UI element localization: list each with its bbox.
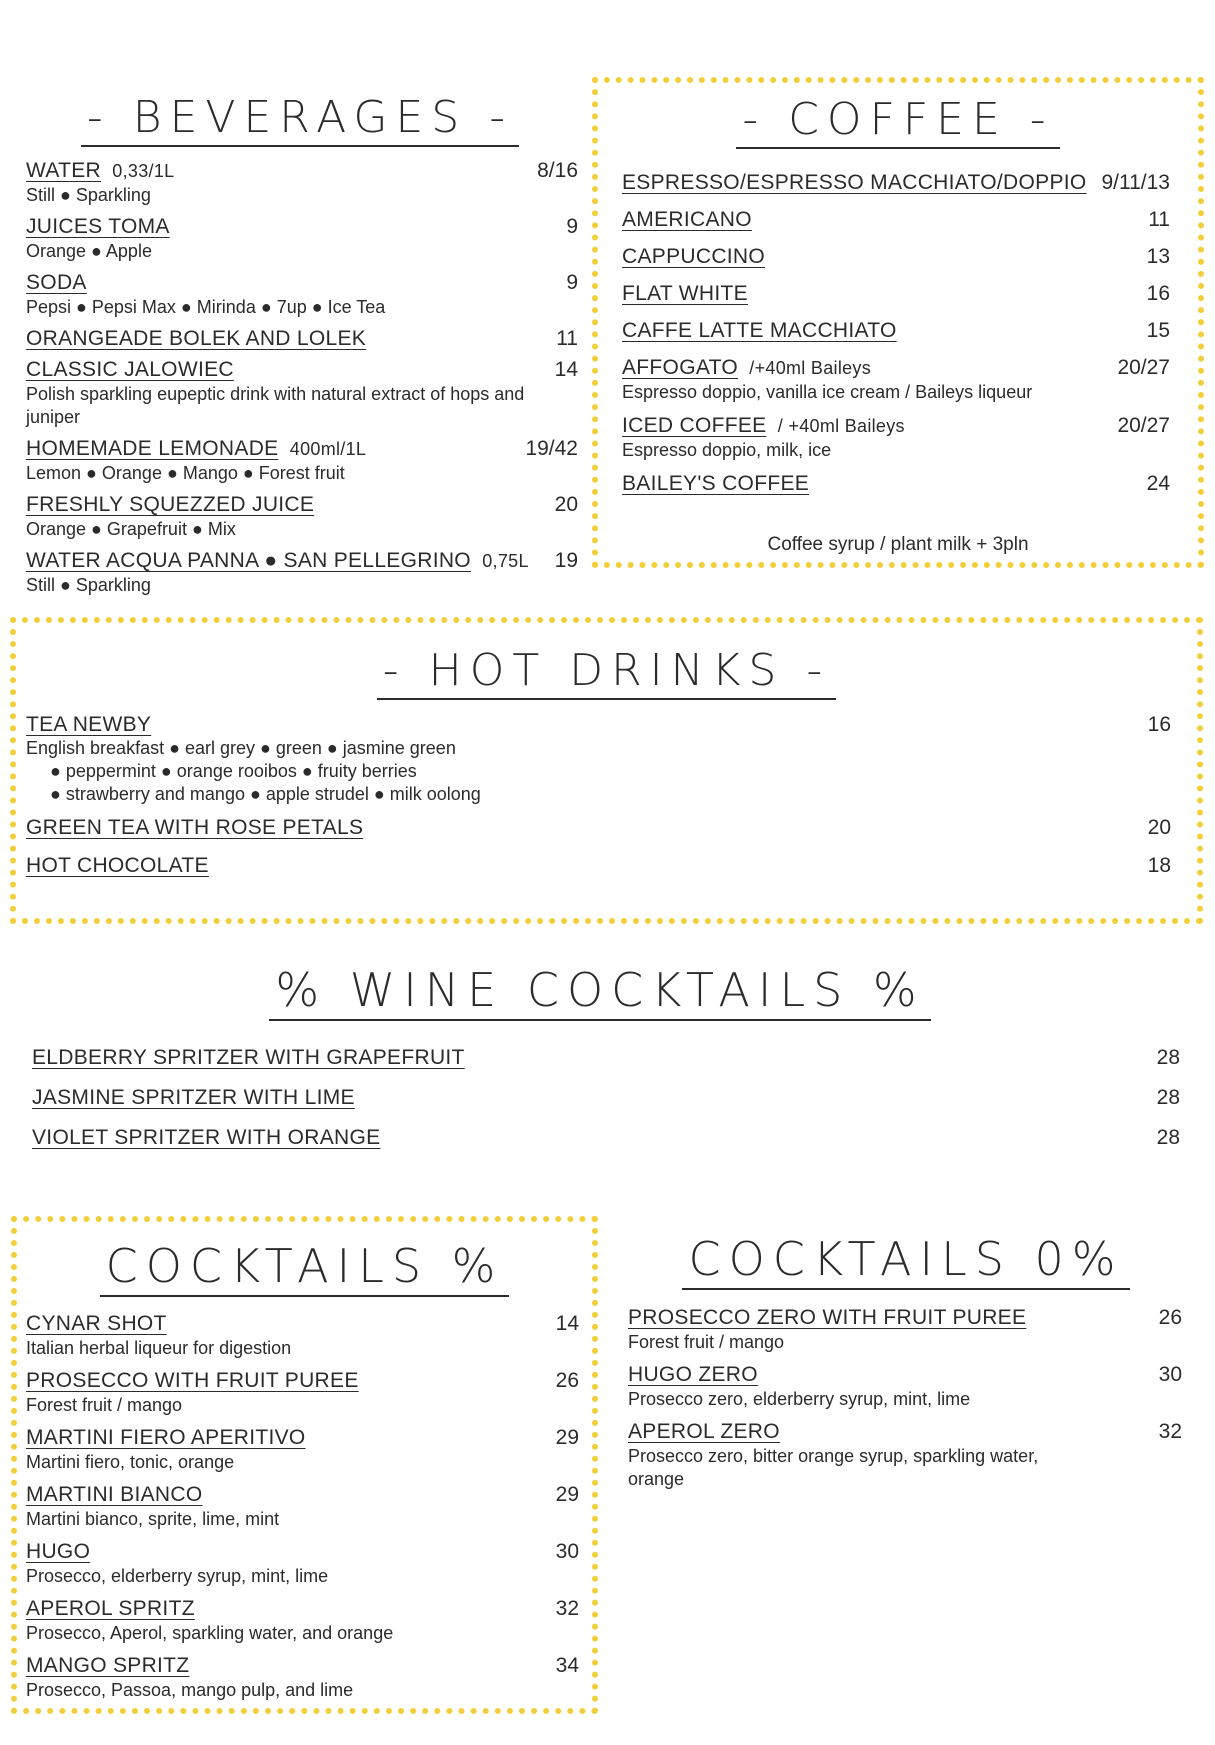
item-extra: 0,33/1L: [107, 161, 175, 181]
item-extra: 0,75L: [476, 551, 529, 571]
hot-drinks-title: - HOT DRINKS -: [16, 645, 1197, 700]
menu-item-row: [26, 215, 578, 239]
item-price: 34: [555, 1654, 579, 1677]
menu-item-name: [622, 414, 905, 438]
item-price: 9: [566, 271, 578, 294]
menu-item: [628, 1306, 1182, 1354]
item-name: WATER ACQUA PANNA ● SAN PELLEGRINO: [26, 549, 471, 572]
menu-item: [622, 171, 1170, 195]
menu-item-name: [26, 358, 234, 382]
item-name: ICED COFFEE: [622, 414, 767, 437]
item-name: APEROL ZERO: [628, 1420, 780, 1443]
item-description: Prosecco, Passoa, mango pulp, and lime: [26, 1680, 354, 1700]
cocktails-zero-list: [628, 1306, 1182, 1491]
item-price: 16: [1146, 282, 1170, 305]
item-name: ORANGEADE BOLEK AND LOLEK: [26, 327, 367, 350]
menu-item-row: [622, 414, 1170, 438]
menu-item-name: [26, 1540, 90, 1564]
item-name: FLAT WHITE: [622, 282, 748, 305]
item-name: JASMINE SPRITZER WITH LIME: [32, 1086, 355, 1109]
menu-item-name: [622, 282, 748, 306]
item-price: 30: [555, 1540, 579, 1563]
menu-item-row: [26, 271, 578, 295]
item-description: Italian herbal liqueur for digestion: [26, 1338, 292, 1358]
item-description: Prosecco zero, elderberry syrup, mint, lime: [628, 1389, 971, 1409]
coffee-title: - COFFEE -: [598, 94, 1198, 149]
menu-item-row: [26, 1654, 579, 1678]
menu-item: [622, 319, 1170, 343]
menu-item-row: [26, 493, 578, 517]
hot-drinks-section: [26, 713, 1171, 892]
menu-item: [628, 1363, 1182, 1411]
menu-item-name: [32, 1086, 355, 1110]
menu-item-row: [26, 854, 1171, 878]
item-name: GREEN TEA WITH ROSE PETALS: [26, 816, 364, 839]
menu-item-name: [622, 319, 897, 343]
menu-item: [622, 208, 1170, 232]
menu-item-row: [32, 1086, 1180, 1110]
item-price: 20/27: [1117, 356, 1170, 379]
wine-cocktails-section: [32, 1046, 1180, 1166]
menu-item-row: [622, 356, 1170, 380]
menu-item: [622, 356, 1170, 404]
item-name: HUGO: [26, 1540, 91, 1563]
menu-item: [622, 472, 1170, 496]
coffee-section: [622, 171, 1170, 509]
menu-item-row: [26, 327, 578, 351]
menu-item-row: [26, 1483, 579, 1507]
menu-item-row: [622, 282, 1170, 306]
item-description: Forest fruit / mango: [628, 1332, 785, 1352]
menu-item-name: [32, 1046, 465, 1070]
item-price: 19: [554, 549, 578, 572]
menu-item-name: [26, 854, 209, 878]
item-price: 26: [555, 1369, 579, 1392]
cocktails-section: [26, 1312, 579, 1711]
coffee-note: Coffee syrup / plant milk + 3pln: [767, 534, 1029, 555]
item-price: 29: [555, 1426, 579, 1449]
item-price: 9: [566, 215, 578, 238]
menu-item-row: [628, 1420, 1182, 1444]
item-name: WATER: [26, 159, 101, 182]
menu-item-name: [26, 1654, 189, 1678]
hot-drinks-list: [26, 713, 1171, 878]
menu-item-name: [32, 1126, 380, 1150]
menu-item: [26, 816, 1171, 840]
item-price: 20: [554, 493, 578, 516]
menu-item-row: [26, 549, 578, 573]
item-name: CAPPUCCINO: [622, 245, 766, 268]
menu-item-name: [622, 208, 752, 232]
item-extra: / +40ml Baileys: [772, 416, 905, 436]
menu-item: [622, 245, 1170, 269]
item-price: 18: [1147, 854, 1171, 877]
menu-item-name: [26, 1483, 203, 1507]
item-description: Espresso doppio, milk, ice: [622, 440, 832, 460]
menu-item-row: [622, 245, 1170, 269]
item-name: HOMEMADE LEMONADE: [26, 437, 279, 460]
item-price: 8/16: [537, 159, 578, 182]
menu-item-name: [26, 327, 366, 351]
menu-item: [628, 1420, 1182, 1491]
menu-item-name: [26, 549, 529, 573]
item-price: 32: [555, 1597, 579, 1620]
item-name: JUICES TOMA: [26, 215, 170, 238]
menu-item-row: [622, 472, 1170, 496]
item-name: CAFFE LATTE MACCHIATO: [622, 319, 897, 342]
item-description: Still ● Sparkling: [26, 575, 151, 595]
item-name: FRESHLY SQUEZZED JUICE: [26, 493, 315, 516]
item-price: 20: [1147, 816, 1171, 839]
item-name: HUGO ZERO: [628, 1363, 758, 1386]
item-description: Prosecco, elderberry syrup, mint, lime: [26, 1566, 329, 1586]
menu-item-name: [622, 171, 1087, 195]
cocktails-title: COCKTAILS %: [17, 1239, 592, 1297]
menu-item: [26, 1654, 579, 1702]
item-price: 14: [554, 358, 578, 381]
item-price: 15: [1146, 319, 1170, 342]
menu-item: [26, 1312, 579, 1360]
menu-item-name: [628, 1363, 758, 1387]
menu-item: [622, 414, 1170, 462]
menu-item-name: [26, 159, 174, 183]
menu-item: [26, 358, 578, 429]
item-description: Still ● Sparkling: [26, 185, 151, 205]
item-description: Polish sparkling eupeptic drink with natural extract of hops and juniper: [26, 384, 525, 427]
item-price: 28: [1156, 1126, 1180, 1149]
menu-item: [26, 437, 578, 485]
cocktails-list: [26, 1312, 579, 1702]
menu-item-name: [628, 1420, 780, 1444]
beverages-title: - BEVERAGES -: [20, 92, 580, 147]
menu-item: [26, 327, 578, 351]
item-price: 28: [1156, 1046, 1180, 1069]
menu-item: [26, 271, 578, 319]
menu-item-row: [26, 1369, 579, 1393]
menu-item: [26, 493, 578, 541]
menu-item-row: [26, 358, 578, 382]
menu-item-name: [26, 816, 363, 840]
item-description: Martini bianco, sprite, lime, mint: [26, 1509, 280, 1529]
item-description-line: English breakfast ● earl grey ● green ● jasmine green: [26, 738, 456, 758]
wine-cocktails-list: [32, 1046, 1180, 1150]
item-price: 11: [1148, 208, 1170, 231]
menu-item-name: [26, 1597, 195, 1621]
beverages-section: [26, 159, 578, 605]
menu-item-name: [26, 493, 314, 517]
item-name: PROSECCO WITH FRUIT PUREE: [26, 1369, 359, 1392]
menu-item: [32, 1126, 1180, 1150]
menu-item-name: [26, 713, 151, 737]
item-price: 32: [1158, 1420, 1182, 1443]
menu-item-name: [26, 437, 366, 461]
item-name: APEROL SPRITZ: [26, 1597, 195, 1620]
item-name: CYNAR SHOT: [26, 1312, 167, 1335]
item-description: Orange ● Apple: [26, 241, 152, 261]
menu-item-row: [32, 1126, 1180, 1150]
item-price: 28: [1156, 1086, 1180, 1109]
item-description: Lemon ● Orange ● Mango ● Forest fruit: [26, 463, 345, 483]
item-description: Espresso doppio, vanilla ice cream / Baileys liqueur: [622, 382, 1033, 402]
menu-item-name: [26, 1369, 359, 1393]
item-description: Orange ● Grapefruit ● Mix: [26, 519, 236, 539]
item-description-line: ● strawberry and mango ● apple strudel ● milk oolong: [50, 784, 481, 804]
item-price: 16: [1147, 713, 1171, 736]
menu-item: [622, 282, 1170, 306]
item-name: CLASSIC JALOWIEC: [26, 358, 234, 381]
item-price: 30: [1158, 1363, 1182, 1386]
menu-item: [26, 854, 1171, 878]
menu-item-name: [26, 1426, 306, 1450]
menu-item: [26, 1369, 579, 1417]
menu-item-row: [622, 208, 1170, 232]
wine-cocktails-title: % WINE COCKTAILS %: [0, 963, 1200, 1021]
menu-item: [32, 1086, 1180, 1110]
menu-item-row: [26, 1540, 579, 1564]
item-name: VIOLET SPRITZER WITH ORANGE: [32, 1126, 381, 1149]
menu-item-name: [26, 1312, 167, 1336]
menu-item-row: [628, 1363, 1182, 1387]
beverages-list: [26, 159, 578, 597]
menu-item-row: [622, 319, 1170, 343]
menu-item-name: [26, 215, 170, 239]
item-name: AMERICANO: [622, 208, 752, 231]
item-name: TEA NEWBY: [26, 713, 152, 736]
cocktails-zero-title: COCKTAILS 0%: [606, 1232, 1206, 1290]
item-name: ESPRESSO/ESPRESSO MACCHIATO/DOPPIO: [622, 171, 1087, 194]
menu-item: [26, 1597, 579, 1645]
item-price: 24: [1146, 472, 1170, 495]
item-description: Martini fiero, tonic, orange: [26, 1452, 235, 1472]
item-extra: /+40ml Baileys: [743, 358, 872, 378]
menu-item-row: [26, 1426, 579, 1450]
item-name: MANGO SPRITZ: [26, 1654, 190, 1677]
menu-item-row: [26, 713, 1171, 737]
item-price: 13: [1146, 245, 1170, 268]
menu-item-row: [26, 437, 578, 461]
item-price: 11: [556, 327, 578, 350]
menu-item-name: [622, 356, 871, 380]
menu-item-row: [622, 171, 1170, 195]
menu-item-row: [628, 1306, 1182, 1330]
item-name: HOT CHOCOLATE: [26, 854, 209, 877]
item-name: MARTINI FIERO APERITIVO: [26, 1426, 306, 1449]
menu-item-name: [26, 271, 87, 295]
item-price: 26: [1158, 1306, 1182, 1329]
item-name: ELDBERRY SPRITZER WITH GRAPEFRUIT: [32, 1046, 465, 1069]
item-description: Prosecco, Aperol, sparkling water, and orange: [26, 1623, 394, 1643]
item-description: Forest fruit / mango: [26, 1395, 183, 1415]
menu-item-name: [622, 472, 809, 496]
item-name: AFFOGATO: [622, 356, 738, 379]
item-description-line: ● peppermint ● orange rooibos ● fruity berries: [50, 761, 417, 781]
item-name: SODA: [26, 271, 87, 294]
item-price: 29: [555, 1483, 579, 1506]
coffee-list: [622, 171, 1170, 496]
item-extra: 400ml/1L: [284, 439, 367, 459]
item-price: 19/42: [525, 437, 578, 460]
menu-item-row: [26, 1312, 579, 1336]
menu-item-row: [26, 816, 1171, 840]
item-price: 20/27: [1117, 414, 1170, 437]
menu-item: [26, 159, 578, 207]
menu-item-name: [622, 245, 765, 269]
menu-item: [26, 549, 578, 597]
item-name: MARTINI BIANCO: [26, 1483, 203, 1506]
item-name: BAILEY'S COFFEE: [622, 472, 810, 495]
menu-item: [32, 1046, 1180, 1070]
menu-item-row: [32, 1046, 1180, 1070]
item-name: PROSECCO ZERO WITH FRUIT PUREE: [628, 1306, 1027, 1329]
menu-item-row: [26, 159, 578, 183]
item-description: Prosecco zero, bitter orange syrup, sparkling water, orange: [628, 1446, 1039, 1489]
cocktails-zero-section: [628, 1306, 1182, 1500]
menu-item: [26, 713, 1171, 806]
menu-item: [26, 1426, 579, 1474]
menu-item-name: [628, 1306, 1026, 1330]
item-description: Pepsi ● Pepsi Max ● Mirinda ● 7up ● Ice Tea: [26, 297, 386, 317]
menu-item: [26, 1540, 579, 1588]
menu-item: [26, 215, 578, 263]
menu-item: [26, 1483, 579, 1531]
item-price: 14: [555, 1312, 579, 1335]
item-price: 9/11/13: [1101, 171, 1170, 194]
menu-item-row: [26, 1597, 579, 1621]
